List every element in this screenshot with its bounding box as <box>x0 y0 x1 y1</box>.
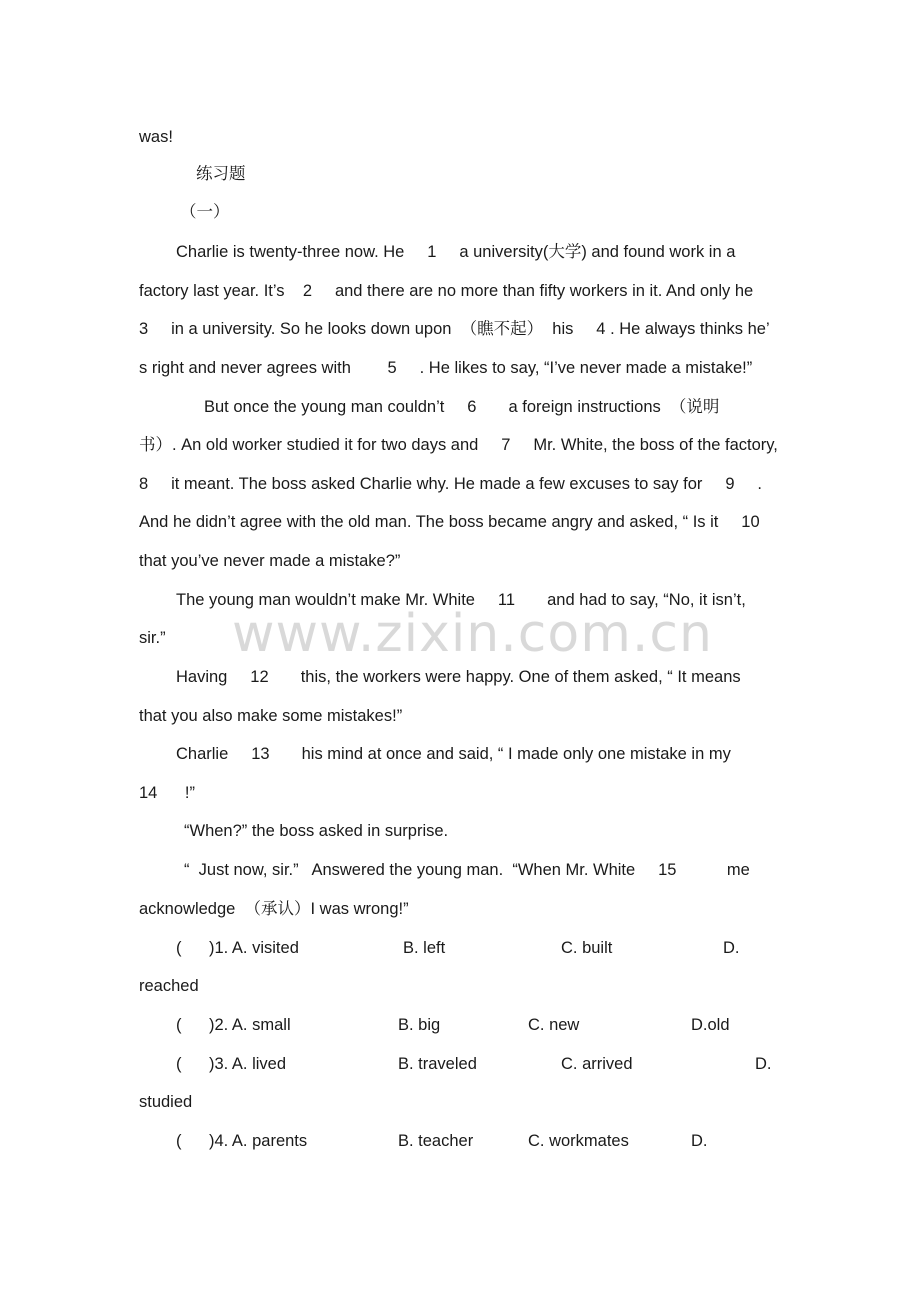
text-line: Charlie 13 his mind at once and said, “ I made only one mistake in my <box>176 745 731 763</box>
option-c: C. arrived <box>561 1055 633 1073</box>
section-heading: 练习题 <box>196 165 246 183</box>
text-line: sir.” <box>139 629 166 647</box>
watermark: www.zixin.com.cn <box>232 604 713 664</box>
section-number: （一） <box>180 203 230 221</box>
question-number: ( )3. A. lived <box>176 1055 287 1073</box>
text-line: that you also make some mistakes!” <box>139 707 403 725</box>
text-line: s right and never agrees with 5 . He likes to say, “I’ve never made a mistake!” <box>139 359 753 377</box>
question-number: ( )4. A. parents <box>176 1132 308 1150</box>
text-line: Having 12 this, the workers were happy. One of them asked, “ It means <box>176 668 741 686</box>
text-line: acknowledge （承认）I was wrong!” <box>139 900 409 918</box>
option-d: D. <box>755 1055 772 1073</box>
text-line: But once the young man couldn’t 6 a foreign instructions （说明 <box>204 398 720 416</box>
text-line: was! <box>139 128 173 146</box>
option-d-text: studied <box>139 1093 193 1111</box>
option-d-text: reached <box>139 977 199 995</box>
text-line: that you’ve never made a mistake?” <box>139 552 401 570</box>
text-line: “When?” the boss asked in surprise. <box>184 822 449 840</box>
question-number: ( )2. A. small <box>176 1016 291 1034</box>
option-c: C. new <box>528 1016 580 1034</box>
text-line: 3 in a university. So he looks down upon （瞧不起） his 4 . He always thinks he’ <box>139 320 770 338</box>
text-line: factory last year. It’s 2 and there are no more than fifty workers in it. And only he <box>139 282 754 300</box>
text-line: And he didn’t agree with the old man. The boss became angry and asked, “ Is it 10 <box>139 513 760 531</box>
text-line: 8 it meant. The boss asked Charlie why. He made a few excuses to say for 9 . <box>139 475 763 493</box>
text-line: 书）. An old worker studied it for two days and 7 Mr. White, the boss of the factory, <box>139 436 778 454</box>
option-d: D. <box>691 1132 708 1150</box>
text-line: “ Just now, sir.” Answered the young man. “When Mr. White 15 me <box>184 861 750 879</box>
option-b: B. left <box>403 939 446 957</box>
question-number: ( )1. A. visited <box>176 939 299 957</box>
text-line: 14 !” <box>139 784 195 802</box>
option-b: B. teacher <box>398 1132 474 1150</box>
option-d: D.old <box>691 1016 730 1034</box>
option-d: D. <box>723 939 740 957</box>
option-c: C. built <box>561 939 613 957</box>
option-b: B. traveled <box>398 1055 477 1073</box>
text-line: The young man wouldn’t make Mr. White 11 and had to say, “No, it isn’t, <box>176 591 746 609</box>
option-c: C. workmates <box>528 1132 629 1150</box>
option-b: B. big <box>398 1016 441 1034</box>
text-line: Charlie is twenty-three now. He 1 a university(大学) and found work in a <box>176 243 736 261</box>
